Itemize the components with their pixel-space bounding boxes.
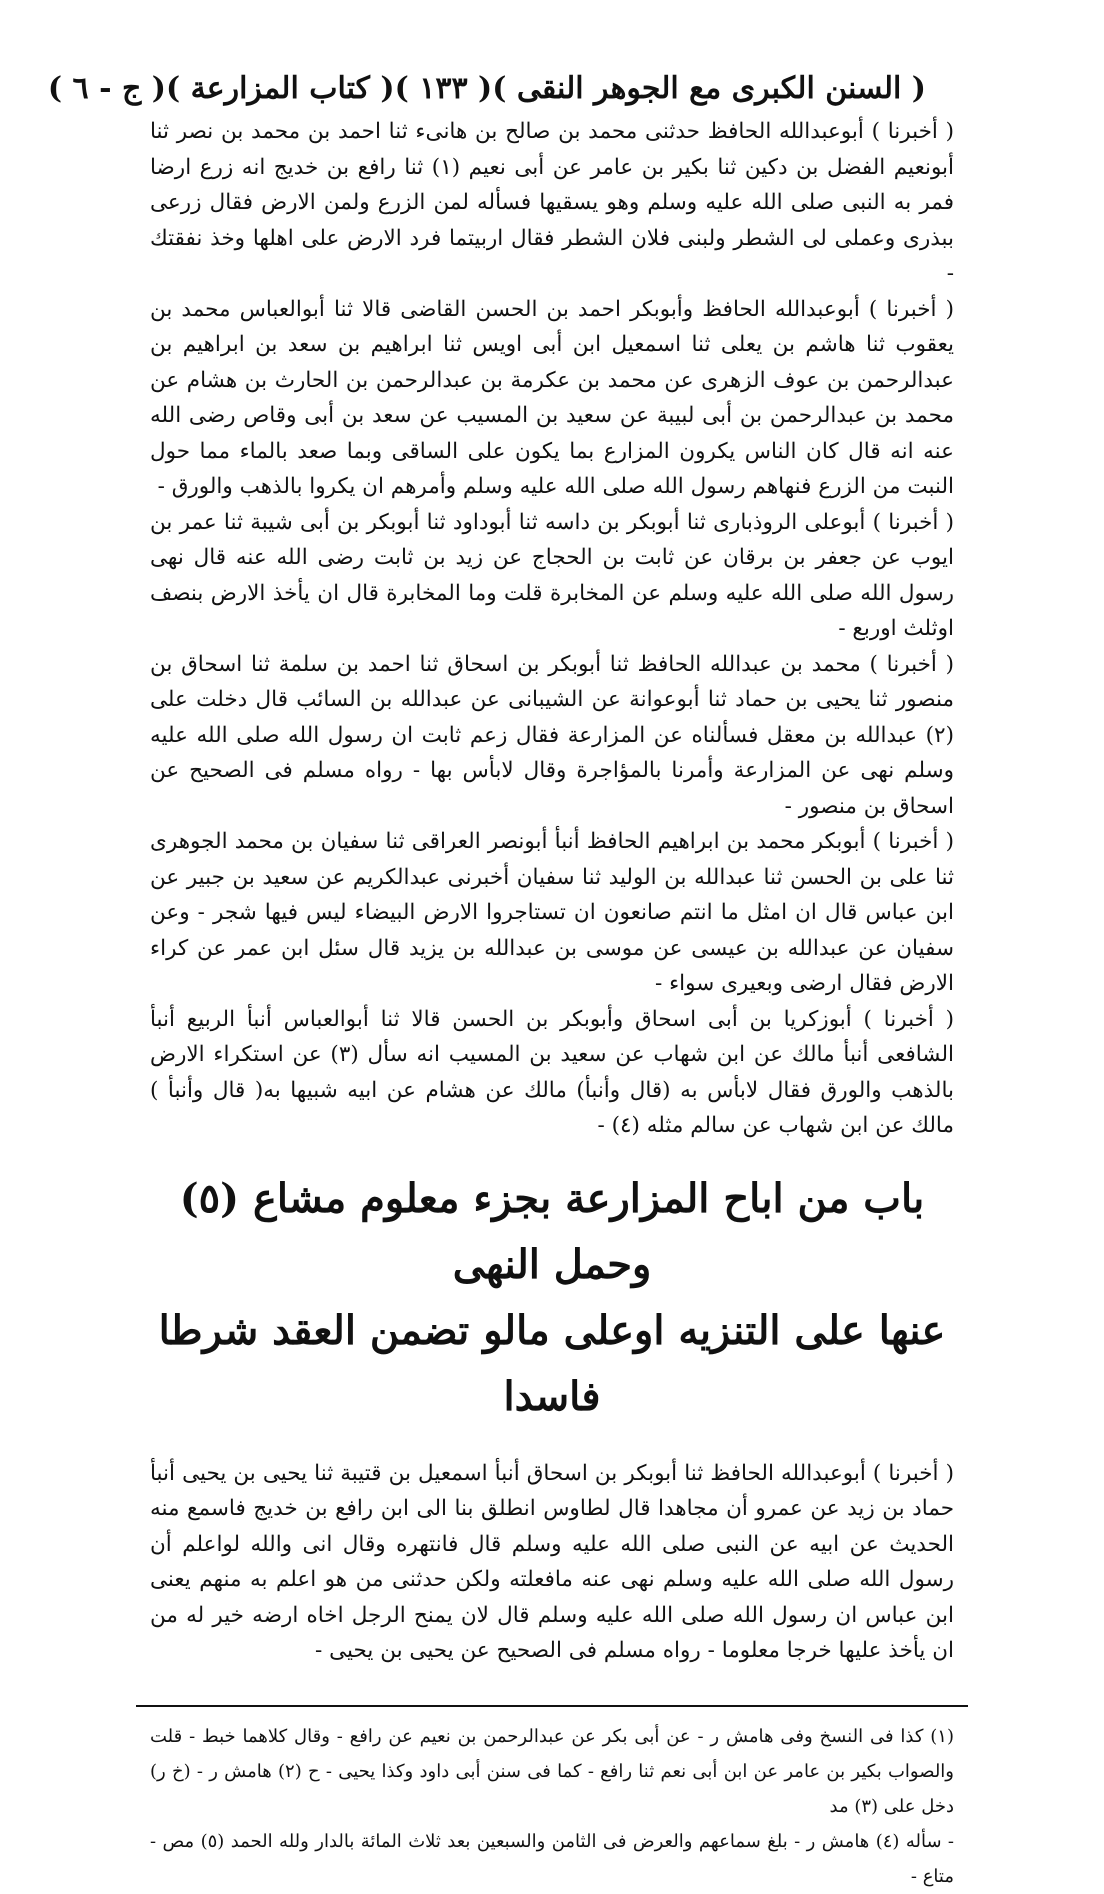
hadith-paragraph: ( أخبرنا ) أبوعبدالله الحافظ حدثنى محمد بن صالح بن هانىء ثنا احمد بن محمد بن نصر ثنا أبونعيم الفضل بن دكين ثنا بكير بن عامر عن أبى نعيم (١) ثنا رافع بن خديج انه زرع ارضا فمر به النبى صلى الله عليه وسلم وهو يسقيها فسأله لمن الزرع ولمن الارض فقال زرعى ببذرى وعملى لى الشطر ولبنى فلان الشطر فقال اربيتما فرد الارض على اهلها وخذ نفقتك - <box>150 119 955 286</box>
header-volume: ( ج - ٦ ) <box>47 70 166 106</box>
chapter-heading-line: باب من اباح المزارعة بجزء معلوم مشاع (٥) وحمل النهى <box>179 1174 925 1288</box>
hadith-paragraph: ( أخبرنا ) أبوبكر محمد بن ابراهيم الحافظ أنبأ أبونصر العراقى ثنا سفيان بن محمد الجوهرى ثنا على بن الحسن ثنا عبدالله بن الوليد ثنا سفيان أخبرنى عبدالكريم عن سعيد بن جبير عن ابن عباس قال ان امثل ما انتم صانعون ان تستاجروا الارض البيضاء ليس فيها شجر - وعن سفيان عن عبدالله بن عيسى عن موسى بن عبدالله بن يزيد قال سئل ابن عمر عن كراء الارض فقال ارضى وبعيرى سواء - <box>150 829 954 996</box>
footnote-line: (١) كذا فى النسخ وفى هامش ر - عن أبى بكر عن عبدالرحمن بن نعيم عن رافع - وقال كلاهما خبط - قلت والصواب بكير بن عامر عن ابن أبى نعم ثنا رافع - كما فى سنن أبى داود وكذا يحيى - ح (٢) هامش ر - (خ ر) دخل على (٣) مد <box>150 1725 955 1817</box>
hadith-paragraph: ( أخبرنا ) أبوعبدالله الحافظ وأبوبكر احمد بن الحسن القاضى قالا ثنا أبوالعباس محمد بن يعقوب ثنا هاشم بن يعلى ثنا اسمعيل ابن أبى اويس ثنا ابراهيم بن سعد بن ابراهيم بن عبدالرحمن بن عوف الزهرى عن محمد بن عكرمة بن عبدالرحمن بن الحارث بن هشام عن محمد بن عبدالرحمن بن أبى لبيبة عن سعيد بن المسيب عن سعد بن أبى وقاص رضى الله عنه انه قال كان الناس يكرون المزارع بما يكون على الساقى وبما صعد بالماء مما حول النبت من الزرع فنهاهم رسول الله صلى الله عليه وسلم وأمرهم ان يكروا بالذهب والورق - <box>150 296 954 499</box>
chapter-text <box>150 1456 954 1669</box>
hadith-paragraph: ( أخبرنا ) أبوعلى الروذبارى ثنا أبوبكر بن داسه ثنا أبوداود ثنا أبوبكر بن أبى شيبة ثنا عمر بن ايوب عن جعفر بن برقان عن ثابت بن الحجاج عن زيد بن ثابت رضى الله عنه قال نهى رسول الله صلى الله عليه وسلم عن المخابرة قلت وما المخابرة قال ان يأخذ الارض بنصف اوثلث اوربع - <box>150 509 955 641</box>
hadith-paragraph: ( أخبرنا ) أبوعبدالله الحافظ ثنا أبوبكر بن اسحاق أنبأ اسمعيل بن قتيبة ثنا يحيى بن يحيى أنبأ حماد بن زيد عن عمرو أن مجاهدا قال لطاوس انطلق بنا الى ابن رافع بن خديج فاسمع منه الحديث عن ابيه عن النبى صلى الله عليه وسلم قال فانتهره وقال انى والله لواعلم أن رسول الله صلى الله عليه وسلم نهى عنه مافعلته ولكن حدثنى من هو اعلم به منهم يعنى ابن عباس ان رسول الله صلى الله عليه وسلم قال لان يمنح الرجل اخاه ارضه خير له من ان يأخذ عليها خرجا معلوما - رواه مسلم فى الصحيح عن يحيى بن يحيى - <box>150 1460 954 1663</box>
header-chapter-book: ( كتاب المزارعة ) <box>165 70 395 106</box>
page-header <box>47 62 954 114</box>
footnote-divider <box>136 1705 968 1707</box>
footnote-line: - سأله (٤) هامش ر - بلغ سماعهم والعرض فى الثامن والسبعين بعد ثلاث المائة بالدار ولله الحمد (٥) مص - متاع - <box>150 1830 955 1887</box>
header-page-number: ( ١٣٣ ) <box>394 70 493 106</box>
hadith-paragraph: ( أخبرنا ) أبوزكريا بن أبى اسحاق وأبوبكر بن الحسن قالا ثنا أبوالعباس أنبأ الربيع أنبأ الشافعى أنبأ مالك عن ابن شهاب عن سعيد بن المسيب انه سأل (٣) عن استكراء الارض بالذهب والورق فقال لابأس به (قال وأنبأ) مالك عن هشام عن ابيه شبيها به( قال وأنبأ ) مالك عن ابن شهاب عن سالم مثله (٤) - <box>150 1006 954 1138</box>
chapter-heading-line: عنها على التنزيه اوعلى مالو تضمن العقد شرطا فاسدا <box>158 1306 946 1420</box>
footnotes <box>150 1719 954 1894</box>
chapter-heading <box>150 1166 954 1430</box>
header-book-title: ( السنن الكبرى مع الجوهر النقى ) <box>492 70 926 106</box>
hadith-paragraph: ( أخبرنا ) محمد بن عبدالله الحافظ ثنا أبوبكر بن اسحاق ثنا احمد بن سلمة ثنا اسحاق بن منصور ثنا يحيى بن حماد ثنا أبوعوانة عن الشيبانى عن عبدالله بن السائب قال دخلت على (٢) عبدالله بن معقل فسألناه عن المزارعة فقال زعم ثابت ان رسول الله صلى الله عليه وسلم نهى عن المزارعة وأمرنا بالمؤاجرة وقال لابأس بها - رواه مسلم فى الصحيح عن اسحاق بن منصور - <box>150 651 954 819</box>
main-text <box>150 114 954 1144</box>
